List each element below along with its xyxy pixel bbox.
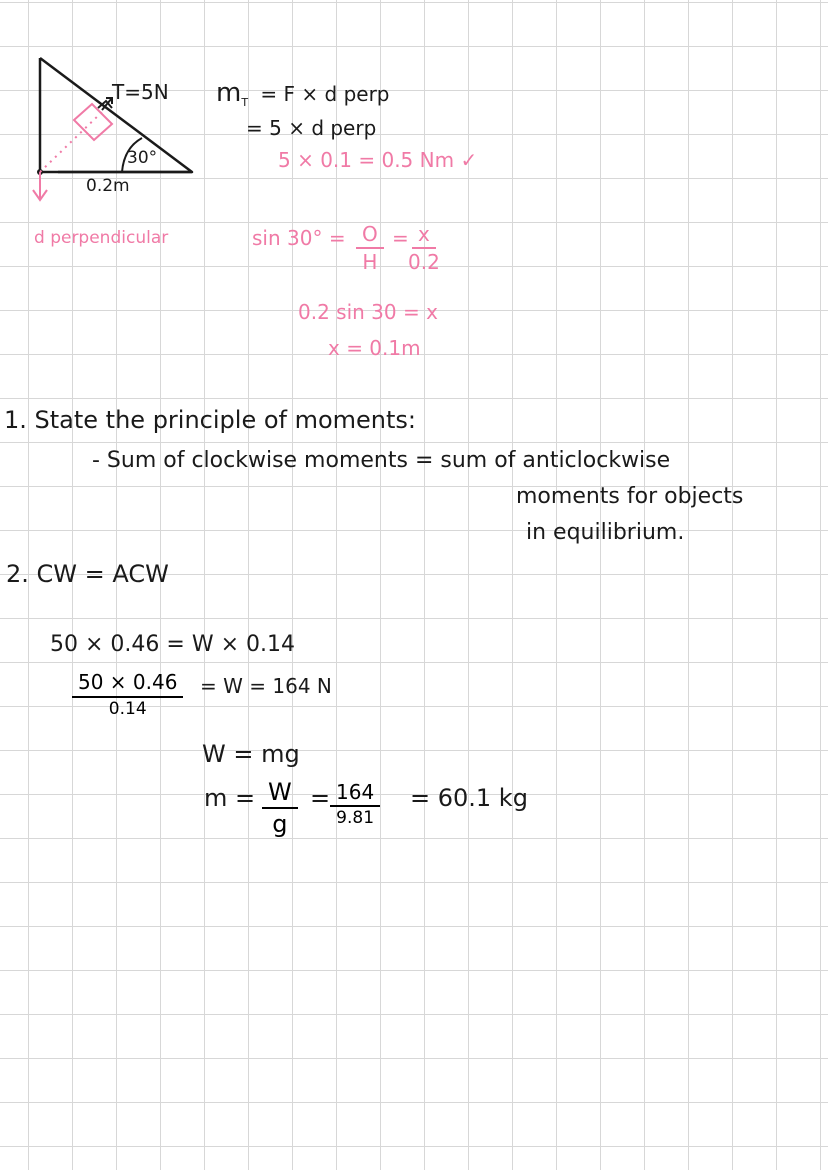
q2-equals: = [310,784,331,812]
fraction-numerator: W [262,780,298,809]
base-length-label: 0.2m [86,176,130,196]
moment-formula: = F × d perp [260,82,390,106]
fraction-numerator: 50 × 0.46 [72,672,183,698]
sine-working-line3: x = 0.1m [328,336,421,360]
q2-m-lhs: m = [204,784,256,812]
sine-working-line2: 0.2 sin 30 = x [298,300,438,324]
fraction-denominator: g [272,810,288,838]
perpendicular-dotted-line [40,110,104,172]
q2-w-equals-mg: W = mg [202,740,300,768]
fraction-x-over-0.2 [408,224,440,272]
fraction-o-over-h [356,224,384,272]
q2-fraction-164-over-9.81 [330,782,380,827]
sin-equals: = [392,226,409,250]
moment-subscript: T [241,96,249,109]
q2-mass-result: = 60.1 kg [410,784,528,812]
q2-line1: 50 × 0.46 = W × 0.14 [50,632,295,657]
moment-line2: = 5 × d perp [246,116,377,140]
q2-weight-fraction [72,672,183,718]
fraction-denominator: H [362,250,378,274]
sin-lhs: sin 30° = [252,226,346,250]
q1-heading: 1. State the principle of moments: [4,406,417,434]
fraction-denominator: 9.81 [336,808,375,828]
q2-fraction-w-over-g [262,780,298,836]
fraction-numerator: 164 [330,782,380,807]
fraction-denominator: 0.14 [108,699,147,719]
fraction-denominator: 0.2 [408,250,440,274]
triangle-outline [40,58,192,172]
fraction-numerator: O [356,224,384,249]
q2-heading: 2. CW = ACW [6,560,169,588]
q1-answer-line3: in equilibrium. [526,520,685,545]
d-perpendicular-label: d perpendicular [34,228,169,248]
fraction-numerator: x [412,224,436,249]
right-angle-marker [74,104,112,140]
tension-label: T=5N [112,80,169,104]
q1-answer-line1: - Sum of clockwise moments = sum of anticlockwise [92,448,671,473]
weight-arrow [33,172,47,200]
moment-result: 5 × 0.1 = 0.5 Nm ✓ [278,148,478,172]
angle-label: 30° [127,148,158,168]
moment-symbol: m [216,78,242,108]
q2-weight-result: = W = 164 N [200,674,332,698]
moment-line1 [216,80,389,108]
q1-answer-line2: moments for objects [516,484,744,509]
